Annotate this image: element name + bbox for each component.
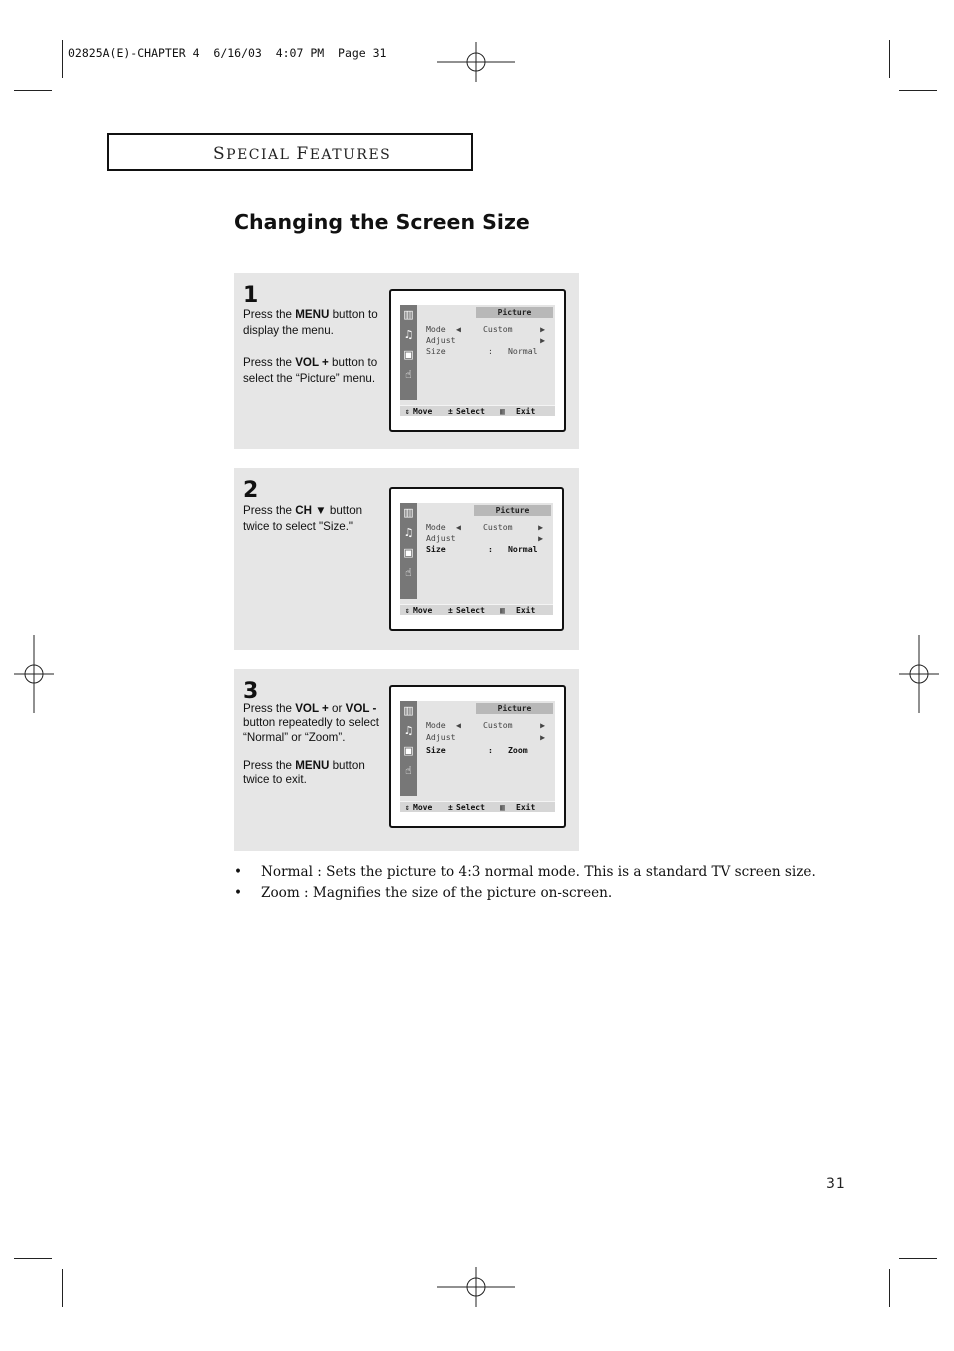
- channel-icon: ▣: [403, 348, 414, 361]
- tv-screen: [389, 487, 564, 631]
- step-panel: [234, 669, 579, 851]
- exit-icon: ▥: [500, 407, 505, 416]
- osd-row-adjust: Adjust ▶: [426, 732, 545, 742]
- osd-menu: [400, 503, 553, 615]
- osd-row-size: Size : Zoom: [426, 745, 528, 755]
- osd-row-mode: Mode ◀ Custom ▶: [426, 324, 545, 334]
- notes-list: [234, 864, 816, 906]
- registration-mark: [14, 635, 54, 713]
- print-slug: 02825A(E)-CHAPTER 4 6/16/03 4:07 PM Page 31: [68, 46, 387, 60]
- move-icon: ⇕: [405, 606, 410, 615]
- select-icon: ±: [448, 407, 453, 416]
- sound-icon: ♫: [403, 724, 414, 737]
- osd-row-mode: Mode ◀ Custom ▶: [426, 522, 543, 532]
- setup-icon: ☝: [405, 566, 412, 579]
- list-item: • Zoom : Magnifies the size of the picture on-screen.: [234, 885, 613, 901]
- picture-icon: ▥: [403, 704, 414, 717]
- osd-row-size: Size : Normal: [426, 544, 538, 554]
- osd-menu: [400, 305, 555, 416]
- section-title: SPECIAL FEATURES: [213, 144, 392, 164]
- crop-mark: [62, 1269, 63, 1307]
- osd-footer: ⇕ Move ± Select ▥ Exit: [400, 604, 553, 615]
- osd-row-size: Size : Normal: [426, 346, 538, 356]
- setup-icon: ☝: [405, 368, 412, 381]
- sound-icon: ♫: [403, 328, 414, 341]
- setup-icon: ☝: [405, 764, 412, 777]
- osd-menu-title: Picture: [476, 307, 553, 318]
- step-panel: [234, 468, 579, 650]
- osd-sidebar: [400, 305, 417, 400]
- osd-row-mode: Mode ◀ Custom ▶: [426, 720, 545, 730]
- step-instructions: Press the MENU button to display the menu. Press the VOL + button to select the “Picture” menu.: [243, 308, 378, 385]
- move-icon: ⇕: [405, 803, 410, 812]
- osd-menu-title: Picture: [476, 703, 553, 714]
- osd-menu-title: Picture: [474, 505, 551, 516]
- bullet-icon: •: [234, 864, 243, 880]
- bullet-icon: •: [234, 885, 243, 901]
- select-icon: ±: [448, 606, 453, 615]
- crop-mark: [889, 40, 890, 78]
- crop-mark: [889, 1269, 890, 1307]
- sound-icon: ♫: [403, 526, 414, 539]
- exit-icon: ▥: [500, 606, 505, 615]
- move-icon: ⇕: [405, 407, 410, 416]
- tv-screen: [389, 685, 566, 828]
- step-number: 1: [243, 283, 259, 308]
- section-header: [107, 133, 473, 171]
- osd-menu: [400, 701, 555, 812]
- osd-sidebar: [400, 701, 417, 796]
- osd-footer: ⇕ Move ± Select ▥ Exit: [400, 801, 555, 812]
- step-instructions: Press the CH ▼ button twice to select "Size.": [243, 504, 363, 533]
- osd-row-adjust: Adjust ▶: [426, 335, 545, 345]
- osd-row-adjust: Adjust ▶: [426, 533, 543, 543]
- osd-sidebar: [400, 503, 417, 599]
- registration-mark: [437, 42, 515, 82]
- channel-icon: ▣: [403, 744, 414, 757]
- registration-mark: [899, 635, 939, 713]
- crop-mark: [899, 90, 937, 91]
- picture-icon: ▥: [403, 308, 414, 321]
- channel-icon: ▣: [403, 546, 414, 559]
- picture-icon: ▥: [403, 506, 414, 519]
- step-number: 3: [243, 679, 259, 704]
- crop-mark: [899, 1258, 937, 1259]
- page-number: 31: [826, 1176, 846, 1192]
- select-icon: ±: [448, 803, 453, 812]
- step-number: 2: [243, 478, 259, 503]
- registration-mark: [437, 1267, 515, 1307]
- tv-screen: [389, 289, 566, 432]
- page-title: Changing the Screen Size: [234, 210, 530, 234]
- exit-icon: ▥: [500, 803, 505, 812]
- list-item: • Normal : Sets the picture to 4:3 normal mode. This is a standard TV screen size.: [234, 864, 816, 880]
- osd-footer: ⇕ Move ± Select ▥ Exit: [400, 405, 555, 416]
- crop-mark: [14, 90, 52, 91]
- step-instructions: Press the VOL + or VOL - button repeatedly to select “Normal” or “Zoom”. Press the MENU button twice to exit.: [243, 702, 379, 787]
- step-panel: [234, 273, 579, 449]
- crop-mark: [62, 40, 63, 78]
- crop-mark: [14, 1258, 52, 1259]
